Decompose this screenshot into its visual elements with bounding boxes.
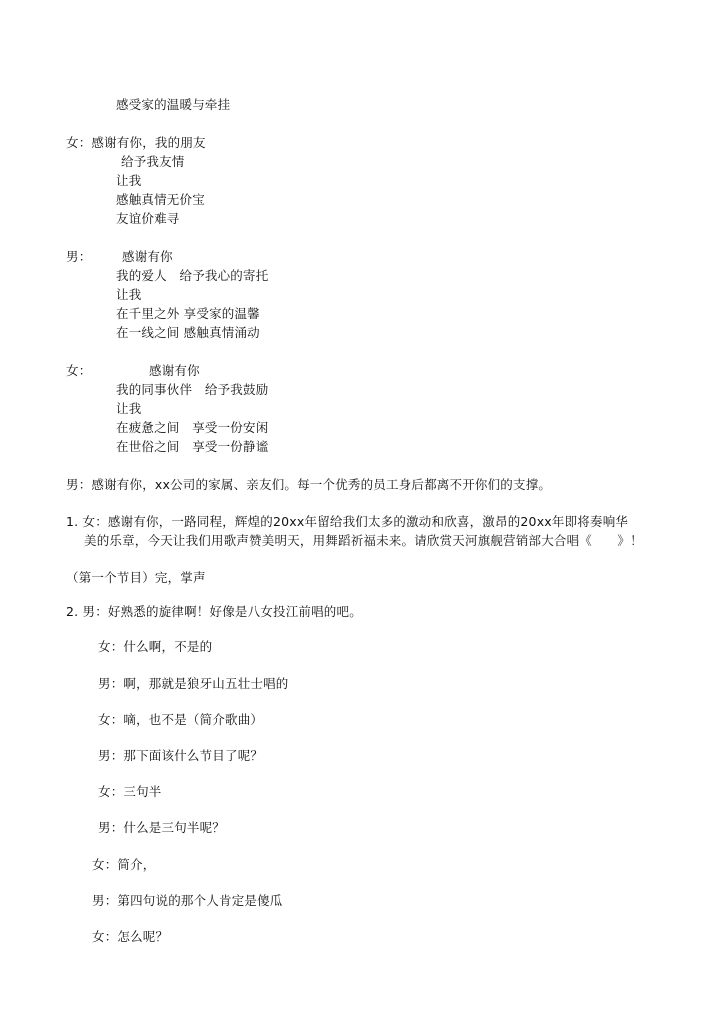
dialogue-line: 男：啊，那就是狼牙山五壮士唱的 [98,676,289,691]
dialogue-line: 女：什么啊，不是的 [98,639,213,654]
text-line: 感触真情无价宝 [116,192,205,207]
text-line: 友谊价难寻 [116,211,180,226]
text-line: 在千里之外 享受家的温馨 [116,306,260,321]
text-line: 1. 女：感谢有你，一路同程，辉煌的20xx年留给我们太多的激动和欣喜，激昂的20xx年即将奏响华 [66,514,629,529]
dialogue-line: 男：那下面该什么节目了呢？ [98,748,264,763]
text-line: 2. 男：好熟悉的旋律啊！好像是八女投江前唱的吧。 [66,604,362,619]
text-line: 在一线之间 感触真情涌动 [116,325,260,340]
text-line: 女：感谢有你，我的朋友 [66,135,206,150]
text-line: 让我 [116,173,142,188]
text-line: 让我 [116,287,142,302]
dialogue-line: 女：三句半 [98,784,162,799]
dialogue-line: 女：简介， [92,857,156,872]
text-line: 美的乐章，今天让我们用歌声赞美明天，用舞蹈祈福未来。请欣赏天河旗舰营销部大合唱《 》！ [84,533,643,548]
text-line: 让我 [116,401,142,416]
text-line: 我的同事伙伴 给予我鼓励 [116,382,269,397]
text-line: 男：感谢有你，xx公司的家属、亲友们。每一个优秀的员工身后都离不开你们的支撑。 [66,477,552,492]
text-line: 我的爱人 给予我心的寄托 [116,268,269,283]
text-line: 给予我友情 [121,154,185,169]
speaker-label: 男： [66,249,92,264]
dialogue-line: 男：什么是三句半呢？ [98,820,226,835]
dialogue-line: 女：怎么呢？ [92,929,169,944]
text-line: （第一个节目）完，掌声 [66,570,206,585]
text-line: 感受家的温暖与牵挂 [116,97,231,112]
dialogue-line: 女：嘀，也不是（简介歌曲） [98,712,264,727]
text-line: 感谢有你 [122,249,173,264]
dialogue-line: 男：第四句说的那个人肯定是傻瓜 [92,893,283,908]
text-line: 感谢有你 [149,363,200,378]
speaker-label: 女： [66,363,92,378]
text-line: 在世俗之间 享受一份静谧 [116,439,269,454]
text-line: 在疲惫之间 享受一份安闲 [116,420,269,435]
